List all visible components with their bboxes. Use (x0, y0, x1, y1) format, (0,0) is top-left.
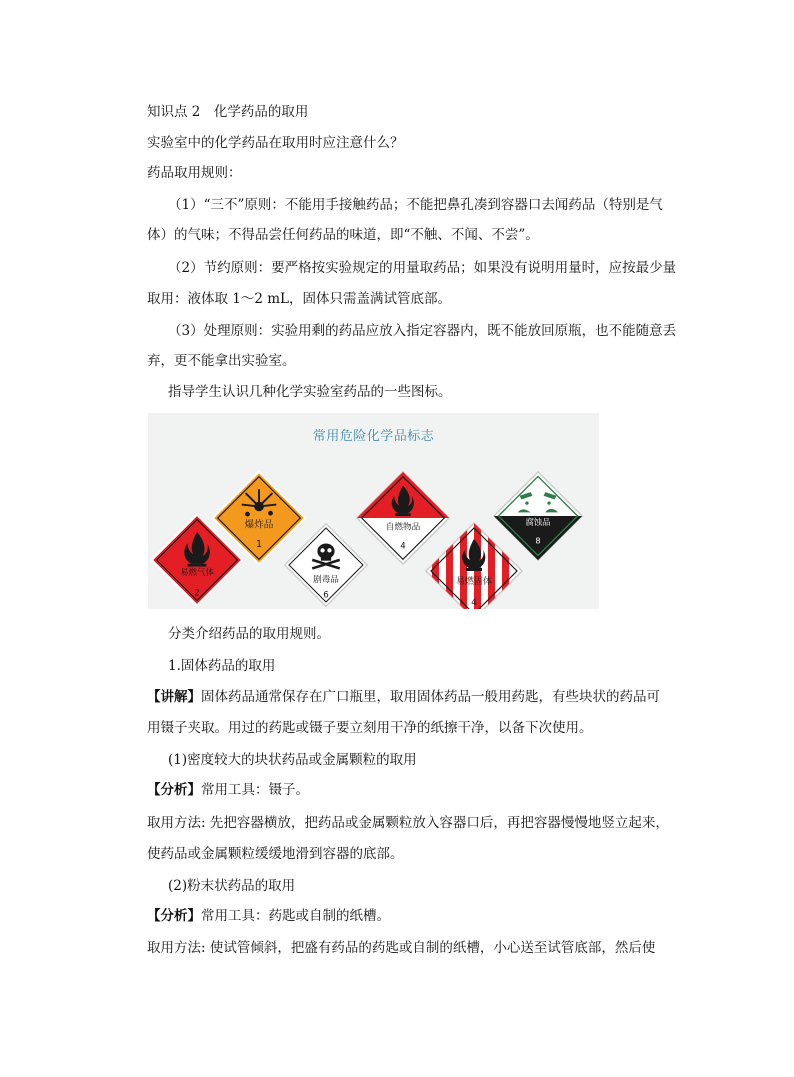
sub1-title: (1)密度较大的块状药品或金属颗粒的取用 (168, 752, 417, 768)
classify-text: 分类介绍药品的取用规则。 (168, 626, 330, 642)
sign-number: 8 (535, 535, 541, 546)
sign-number: 2 (194, 587, 200, 598)
sign-label: 剧毒品 (313, 575, 339, 586)
explain-line1 (147, 687, 660, 707)
section-heading: 知识点 2 化学药品的取用 (147, 104, 309, 120)
sign-number: 1 (255, 538, 263, 550)
sign-label: 自燃物品 (385, 522, 421, 533)
rules-title: 药品取用规则： (147, 165, 242, 181)
explain-line2: 用镊子夹取。用过的药匙或镊子要立刻用干净的纸擦干净，以备下次使用。 (147, 720, 593, 736)
figure-title: 常用危险化学品标志 (312, 429, 435, 444)
explain-text: 固体药品通常保存在广口瓶里，取用固体药品一般用药匙，有些块状的药品可 (201, 689, 660, 705)
rule1-line1: （1）“三不”原则：不能用手接触药品；不能把鼻孔凑到容器口去闻药品（特别是气 (168, 197, 663, 213)
sub1-tag: 【分析】 (147, 782, 201, 798)
sign-label: 腐蚀品 (525, 517, 551, 528)
sub2-tool: 常用工具：药匙或自制的纸槽。 (201, 908, 390, 924)
sign-label: 易燃气体 (180, 567, 214, 578)
solid-section-title: 1.固体药品的取用 (168, 658, 276, 674)
sub2-method-line1: 取用方法: 使试管倾斜，把盛有药品的药匙或自制的纸槽，小心送至试管底部，然后使 (147, 940, 656, 956)
sub2-title: (2)粉末状药品的取用 (168, 878, 296, 894)
rule2-line2: 取用：液体取 1～2 mL，固体只需盖满试管底部。 (147, 291, 452, 307)
rule1-line2: 体）的气味；不得品尝任何药品的味道，即“不触、不闻、不尝”。 (147, 227, 539, 243)
sub1-method-line1: 取用方法: 先把容器横放，把药品或金属颗粒放入容器口后，再把容器慢慢地竖立起来， (147, 815, 669, 831)
sub2-tag: 【分析】 (147, 908, 201, 924)
sign-label: 爆炸品 (244, 519, 274, 531)
sub1-analysis (147, 780, 657, 800)
guide-text: 指导学生认识几种化学实验室药品的一些图标。 (168, 384, 452, 400)
sign-number: 4 (471, 598, 477, 608)
sub2-analysis (147, 906, 657, 926)
rule2-line1: （2）节约原则：要严格按实验规定的用量取药品；如果没有说明用量时，应按最少量 (168, 260, 677, 276)
sub1-tool: 常用工具：镊子。 (201, 782, 309, 798)
question-text: 实验室中的化学药品在取用时应注意什么？ (147, 135, 404, 151)
sign-number: 6 (323, 590, 329, 601)
hazard-sign-corrosive (492, 470, 584, 562)
rule3-line2: 弃，更不能拿出实验室。 (147, 353, 296, 369)
sign-number: 4 (400, 541, 406, 552)
hazard-signs-figure (148, 413, 599, 609)
sign-label: 易燃固体 (455, 577, 493, 587)
sub1-method-line2: 使药品或金属颗粒缓缓地滑到容器的底部。 (147, 846, 404, 862)
rule3-line1: （3）处理原则：实验用剩的药品应放入指定容器内，既不能放回原瓶，也不能随意丢 (168, 323, 677, 339)
explain-tag: 【讲解】 (147, 689, 201, 705)
